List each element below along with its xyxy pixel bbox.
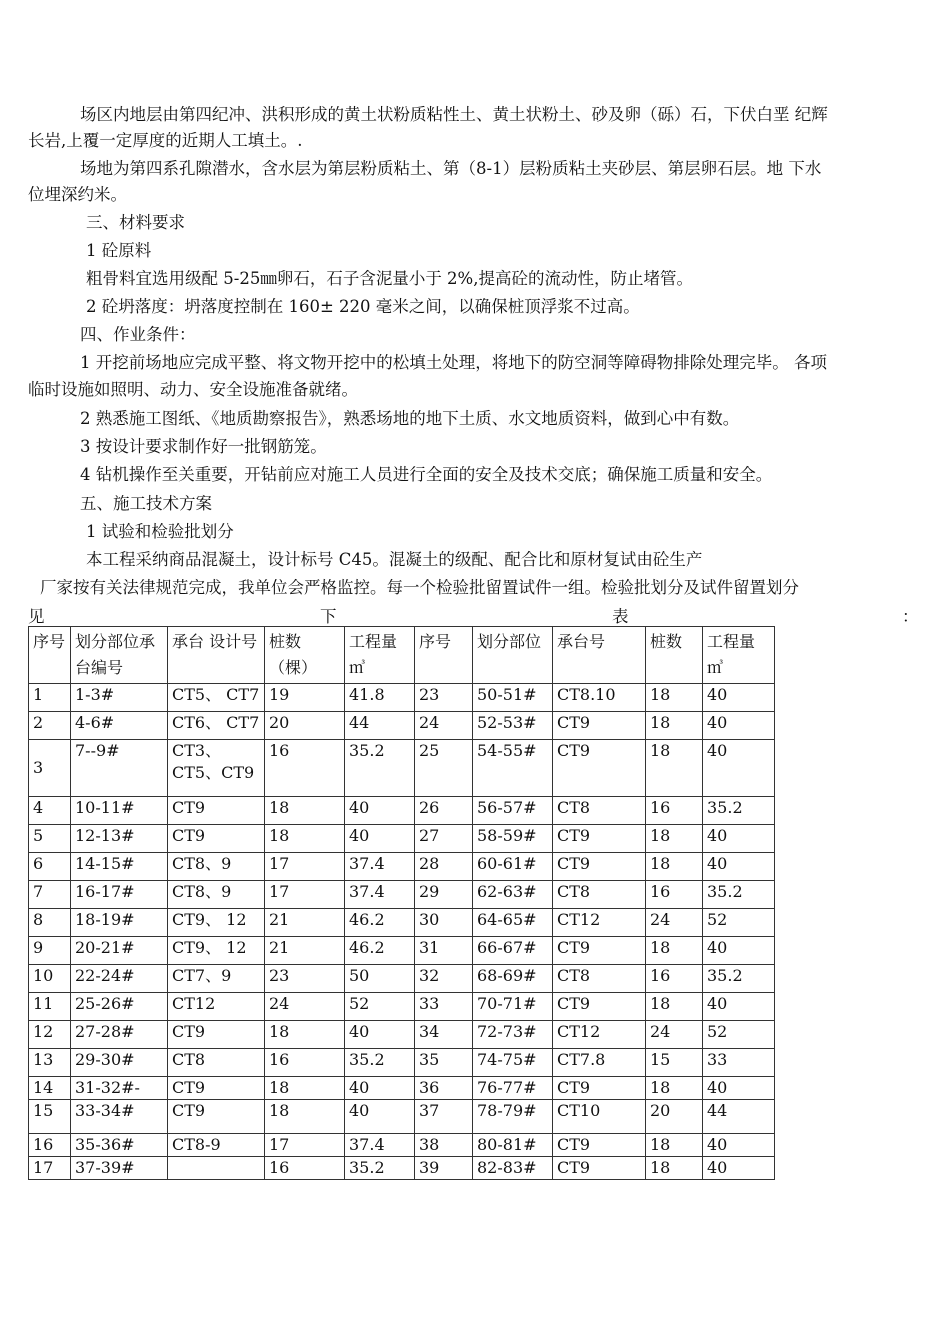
cell-piles: 16 xyxy=(265,1049,345,1077)
condition-4: 4 钻机操作至关重要，开钻前应对施工人员进行全面的安全及技术交底；确保施工质量和安全。 xyxy=(80,465,773,484)
cell-piles: 21 xyxy=(265,937,345,965)
cell-part: 16-17# xyxy=(71,881,168,909)
cell-part2: 66-67# xyxy=(473,937,553,965)
cell-seq2: 32 xyxy=(415,965,473,993)
table-row xyxy=(29,740,775,797)
cell-part: 7--9# xyxy=(71,740,168,797)
cell-piles2: 24 xyxy=(646,909,703,937)
cell-piles: 17 xyxy=(265,1134,345,1157)
cell-qty: 35.2 xyxy=(345,740,415,797)
subheading-inspection-lots: 1 试验和检验批划分 xyxy=(86,522,234,541)
cell-seq: 1 xyxy=(29,684,71,712)
geology-paragraph-line1: 场区内地层由第四纪冲、洪积形成的黄土状粉质粘性土、黄土状粉土、砂及卵（砾）石，下伏白垩 纪辉 xyxy=(80,105,828,124)
header-cap: 承台 设计号 xyxy=(168,627,265,684)
cell-piles: 18 xyxy=(265,1100,345,1134)
cell-part: 29-30# xyxy=(71,1049,168,1077)
cell-piles2: 18 xyxy=(646,1134,703,1157)
cell-seq2: 29 xyxy=(415,881,473,909)
header-piles: 桩数（棵） xyxy=(265,627,345,684)
cell-piles2: 18 xyxy=(646,825,703,853)
table-row xyxy=(29,1049,775,1077)
cell-part: 14-15# xyxy=(71,853,168,881)
cell-part: 35-36# xyxy=(71,1134,168,1157)
cell-seq: 13 xyxy=(29,1049,71,1077)
cell-piles2: 18 xyxy=(646,712,703,740)
cell-seq2: 35 xyxy=(415,1049,473,1077)
cell-qty2: 40 xyxy=(703,937,775,965)
cell-piles2: 18 xyxy=(646,993,703,1021)
cell-cap2: CT8.10 xyxy=(553,684,646,712)
cell-part2: 70-71# xyxy=(473,993,553,1021)
header-qty2: 工程量㎥ xyxy=(703,627,775,684)
concrete-paragraph-line1: 本工程采纳商品混凝土，设计标号 C45。混凝土的级配、配合比和原材复试由砼生产 xyxy=(86,550,703,569)
cell-seq2: 39 xyxy=(415,1157,473,1180)
table-header-row xyxy=(29,627,775,684)
cell-seq: 11 xyxy=(29,993,71,1021)
cell-piles: 21 xyxy=(265,909,345,937)
cell-seq: 2 xyxy=(29,712,71,740)
table-row xyxy=(29,825,775,853)
table-row xyxy=(29,965,775,993)
cell-cap xyxy=(168,1157,265,1180)
justified-word-1: 见 xyxy=(28,607,45,626)
cell-cap2: CT9 xyxy=(553,1157,646,1180)
cell-qty2: 33 xyxy=(703,1049,775,1077)
cell-cap: CT8、9 xyxy=(168,881,265,909)
cell-piles2: 18 xyxy=(646,1157,703,1180)
cell-cap2: CT9 xyxy=(553,1134,646,1157)
cell-part2: 76-77# xyxy=(473,1077,553,1100)
condition-1-line2: 临时设施如照明、动力、安全设施准备就绪。 xyxy=(28,380,358,399)
cell-part: 20-21# xyxy=(71,937,168,965)
table-row xyxy=(29,1077,775,1100)
header-piles2: 桩数 xyxy=(646,627,703,684)
cell-seq: 16 xyxy=(29,1134,71,1157)
cell-qty2: 52 xyxy=(703,909,775,937)
cell-part: 37-39# xyxy=(71,1157,168,1180)
cell-part: 10-11# xyxy=(71,797,168,825)
table-row xyxy=(29,1100,775,1134)
cell-seq: 8 xyxy=(29,909,71,937)
cell-part: 31-32#- xyxy=(71,1077,168,1100)
cell-cap2: CT12 xyxy=(553,1021,646,1049)
aggregate-requirement: 粗骨料宜选用级配 5-25㎜卵石，石子含泥量小于 2%,提高砼的流动性，防止堵管。 xyxy=(86,269,693,288)
cell-cap: CT9 xyxy=(168,1077,265,1100)
cell-seq2: 31 xyxy=(415,937,473,965)
cell-piles: 18 xyxy=(265,797,345,825)
cell-seq: 17 xyxy=(29,1157,71,1180)
cell-seq: 5 xyxy=(29,825,71,853)
cell-qty: 46.2 xyxy=(345,909,415,937)
cell-seq2: 30 xyxy=(415,909,473,937)
cell-part2: 82-83# xyxy=(473,1157,553,1180)
cell-cap2: CT9 xyxy=(553,937,646,965)
cell-part: 12-13# xyxy=(71,825,168,853)
cell-piles: 17 xyxy=(265,881,345,909)
header-seq2: 序号 xyxy=(415,627,473,684)
cell-seq2: 37 xyxy=(415,1100,473,1134)
condition-1-line1: 1 开挖前场地应完成平整、将文物开挖中的松填土处理，将地下的防空洞等障碍物排除处理完毕。 各项 xyxy=(80,353,827,372)
table-row xyxy=(29,797,775,825)
cell-part2: 58-59# xyxy=(473,825,553,853)
cell-cap2: CT7.8 xyxy=(553,1049,646,1077)
cell-cap2: CT8 xyxy=(553,797,646,825)
cell-piles2: 16 xyxy=(646,881,703,909)
cell-seq: 9 xyxy=(29,937,71,965)
cell-seq2: 24 xyxy=(415,712,473,740)
cell-seq: 7 xyxy=(29,881,71,909)
table-row xyxy=(29,1021,775,1049)
cell-piles: 18 xyxy=(265,1077,345,1100)
geology-paragraph-line2: 长岩,上覆一定厚度的近期人工填土。. xyxy=(28,131,303,150)
cell-seq2: 28 xyxy=(415,853,473,881)
cell-cap: CT8、9 xyxy=(168,853,265,881)
cell-part2: 64-65# xyxy=(473,909,553,937)
cell-qty2: 40 xyxy=(703,1077,775,1100)
cell-seq: 3 xyxy=(29,740,71,797)
cell-seq: 15 xyxy=(29,1100,71,1134)
cell-piles2: 16 xyxy=(646,965,703,993)
cell-piles2: 16 xyxy=(646,797,703,825)
cell-piles2: 24 xyxy=(646,1021,703,1049)
header-cap2: 承台号 xyxy=(553,627,646,684)
subheading-concrete-raw: 1 砼原料 xyxy=(86,241,152,260)
justified-word-2: 下 xyxy=(320,607,337,626)
inspection-lot-table xyxy=(28,626,775,1180)
cell-qty: 40 xyxy=(345,1100,415,1134)
cell-cap: CT8 xyxy=(168,1049,265,1077)
cell-qty: 37.4 xyxy=(345,853,415,881)
table-body xyxy=(29,684,775,1180)
cell-part: 25-26# xyxy=(71,993,168,1021)
groundwater-paragraph-line1: 场地为第四系孔隙潜水，含水层为第层粉质粘土、第（8-1）层粉质粘土夹砂层、第层卵石层。地 下水 xyxy=(80,159,822,178)
cell-qty2: 40 xyxy=(703,740,775,797)
cell-cap2: CT12 xyxy=(553,909,646,937)
cell-seq2: 27 xyxy=(415,825,473,853)
cell-qty2: 44 xyxy=(703,1100,775,1134)
cell-part: 33-34# xyxy=(71,1100,168,1134)
cell-part2: 50-51# xyxy=(473,684,553,712)
cell-seq2: 36 xyxy=(415,1077,473,1100)
cell-qty2: 40 xyxy=(703,825,775,853)
table-row xyxy=(29,881,775,909)
cell-qty: 40 xyxy=(345,825,415,853)
cell-part: 4-6# xyxy=(71,712,168,740)
cell-qty: 35.2 xyxy=(345,1157,415,1180)
cell-part: 18-19# xyxy=(71,909,168,937)
table-row xyxy=(29,1134,775,1157)
cell-part2: 56-57# xyxy=(473,797,553,825)
cell-cap2: CT9 xyxy=(553,993,646,1021)
cell-qty2: 40 xyxy=(703,1157,775,1180)
cell-cap: CT3、CT5、CT9 xyxy=(168,740,265,797)
cell-piles: 17 xyxy=(265,853,345,881)
cell-qty2: 35.2 xyxy=(703,965,775,993)
cell-piles2: 18 xyxy=(646,853,703,881)
header-part2: 划分部位 xyxy=(473,627,553,684)
cell-piles2: 18 xyxy=(646,1077,703,1100)
cell-qty: 37.4 xyxy=(345,1134,415,1157)
cell-piles2: 18 xyxy=(646,740,703,797)
cell-cap: CT9 xyxy=(168,1021,265,1049)
cell-qty2: 40 xyxy=(703,712,775,740)
cell-piles2: 18 xyxy=(646,937,703,965)
cell-cap2: CT10 xyxy=(553,1100,646,1134)
cell-piles: 16 xyxy=(265,1157,345,1180)
justified-word-4: ： xyxy=(902,607,919,626)
slump-requirement: 2 砼坍落度：坍落度控制在 160± 220 毫米之间，以确保桩顶浮浆不过高。 xyxy=(86,297,640,316)
cell-seq2: 33 xyxy=(415,993,473,1021)
cell-part2: 52-53# xyxy=(473,712,553,740)
cell-qty: 37.4 xyxy=(345,881,415,909)
table-row xyxy=(29,937,775,965)
cell-part2: 74-75# xyxy=(473,1049,553,1077)
groundwater-paragraph-line2: 位埋深约米。 xyxy=(28,185,127,204)
header-part: 划分部位承台编号 xyxy=(71,627,168,684)
cell-cap: CT6、 CT7 xyxy=(168,712,265,740)
cell-qty2: 40 xyxy=(703,853,775,881)
section-heading-technical: 五、施工技术方案 xyxy=(80,494,212,513)
cell-cap: CT9、 12 xyxy=(168,909,265,937)
header-qty: 工程量㎥ xyxy=(345,627,415,684)
cell-seq: 4 xyxy=(29,797,71,825)
cell-seq2: 25 xyxy=(415,740,473,797)
cell-qty2: 35.2 xyxy=(703,797,775,825)
cell-cap2: CT9 xyxy=(553,740,646,797)
cell-piles2: 15 xyxy=(646,1049,703,1077)
cell-qty2: 40 xyxy=(703,993,775,1021)
cell-piles: 19 xyxy=(265,684,345,712)
section-heading-materials: 三、材料要求 xyxy=(86,213,185,232)
condition-2: 2 熟悉施工图纸、《地质勘察报告》，熟悉场地的地下土质、水文地质资料，做到心中有数。 xyxy=(80,409,740,428)
justified-word-3: 表 xyxy=(612,607,629,626)
cell-qty: 46.2 xyxy=(345,937,415,965)
table-row xyxy=(29,909,775,937)
cell-qty: 40 xyxy=(345,797,415,825)
cell-seq: 12 xyxy=(29,1021,71,1049)
cell-qty: 44 xyxy=(345,712,415,740)
cell-seq2: 23 xyxy=(415,684,473,712)
table-row xyxy=(29,1157,775,1180)
cell-cap: CT9、 12 xyxy=(168,937,265,965)
cell-cap: CT9 xyxy=(168,1100,265,1134)
concrete-paragraph-line2: 厂家按有关法律规范完成，我单位会严格监控。每一个检验批留置试件一组。检验批划分及试件留置划分 xyxy=(40,578,799,597)
cell-part2: 78-79# xyxy=(473,1100,553,1134)
cell-seq: 6 xyxy=(29,853,71,881)
table-row xyxy=(29,993,775,1021)
cell-piles2: 18 xyxy=(646,684,703,712)
table-row xyxy=(29,684,775,712)
table-row xyxy=(29,853,775,881)
cell-seq2: 34 xyxy=(415,1021,473,1049)
cell-piles: 16 xyxy=(265,740,345,797)
cell-cap: CT7、9 xyxy=(168,965,265,993)
cell-cap2: CT9 xyxy=(553,825,646,853)
cell-cap: CT8-9 xyxy=(168,1134,265,1157)
cell-part2: 62-63# xyxy=(473,881,553,909)
table-row xyxy=(29,712,775,740)
cell-seq2: 38 xyxy=(415,1134,473,1157)
cell-qty: 40 xyxy=(345,1021,415,1049)
cell-seq: 14 xyxy=(29,1077,71,1100)
cell-part2: 54-55# xyxy=(473,740,553,797)
cell-cap2: CT8 xyxy=(553,965,646,993)
cell-qty: 40 xyxy=(345,1077,415,1100)
cell-qty2: 40 xyxy=(703,684,775,712)
section-heading-conditions: 四、作业条件： xyxy=(80,325,196,344)
cell-qty2: 52 xyxy=(703,1021,775,1049)
cell-cap2: CT8 xyxy=(553,881,646,909)
cell-seq: 10 xyxy=(29,965,71,993)
cell-cap: CT9 xyxy=(168,797,265,825)
cell-qty: 52 xyxy=(345,993,415,1021)
cell-part: 22-24# xyxy=(71,965,168,993)
cell-qty: 41.8 xyxy=(345,684,415,712)
cell-part: 1-3# xyxy=(71,684,168,712)
cell-piles2: 20 xyxy=(646,1100,703,1134)
cell-piles: 18 xyxy=(265,1021,345,1049)
cell-cap2: CT9 xyxy=(553,712,646,740)
cell-piles: 20 xyxy=(265,712,345,740)
cell-qty: 50 xyxy=(345,965,415,993)
cell-cap: CT12 xyxy=(168,993,265,1021)
header-seq: 序号 xyxy=(29,627,71,684)
cell-part2: 80-81# xyxy=(473,1134,553,1157)
cell-cap: CT9 xyxy=(168,825,265,853)
cell-qty2: 35.2 xyxy=(703,881,775,909)
cell-qty2: 40 xyxy=(703,1134,775,1157)
cell-part: 27-28# xyxy=(71,1021,168,1049)
cell-qty: 35.2 xyxy=(345,1049,415,1077)
cell-piles: 18 xyxy=(265,825,345,853)
condition-3: 3 按设计要求制作好一批钢筋笼。 xyxy=(80,437,327,456)
cell-piles: 23 xyxy=(265,965,345,993)
cell-cap: CT5、 CT7 xyxy=(168,684,265,712)
cell-part2: 72-73# xyxy=(473,1021,553,1049)
cell-piles: 24 xyxy=(265,993,345,1021)
cell-cap2: CT9 xyxy=(553,1077,646,1100)
cell-part2: 60-61# xyxy=(473,853,553,881)
cell-cap2: CT9 xyxy=(553,853,646,881)
cell-part2: 68-69# xyxy=(473,965,553,993)
cell-seq2: 26 xyxy=(415,797,473,825)
